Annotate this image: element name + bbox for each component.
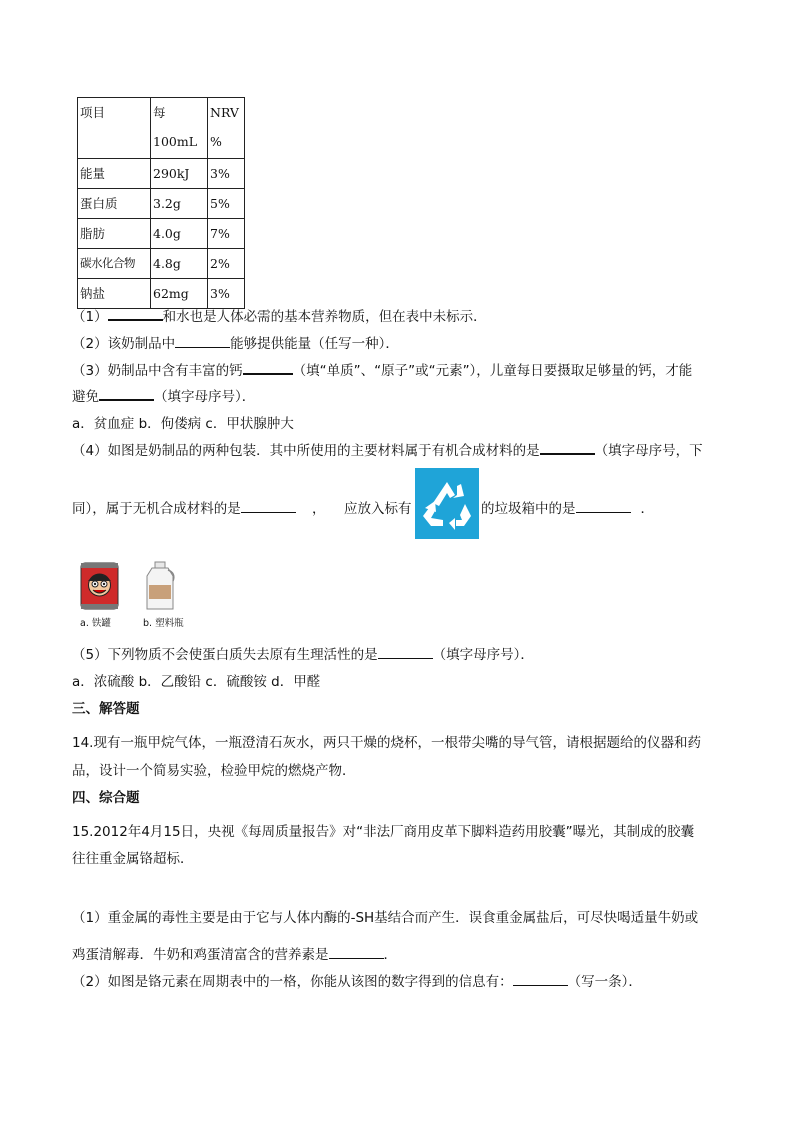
table-cell: 5%	[208, 189, 245, 219]
table-row	[78, 279, 245, 309]
table-cell: 钠盐	[78, 279, 151, 309]
table-row	[78, 219, 245, 249]
answer-blank[interactable]	[513, 971, 568, 986]
section-heading: 三、解答题	[72, 701, 140, 717]
question-15-part-2: （2）如图是铬元素在周期表中的一格，你能从该图的数字得到的信息有： （写一条）．	[72, 970, 642, 990]
table-cell: 4.0g	[151, 219, 208, 249]
question-15-line-2: 往往重金属铬超标．	[72, 851, 194, 867]
question-3-options: a．贫血症 b．佝偻病 c．甲状腺肿大	[72, 416, 294, 432]
question-1: （1） 和水也是人体必需的基本营养物质，但在表中未标示．	[72, 305, 487, 325]
table-header-cell: 每 100mL	[151, 98, 208, 159]
answer-blank[interactable]	[175, 333, 230, 348]
table-header-row	[78, 98, 245, 159]
table-cell: 62mg	[151, 279, 208, 309]
table-header-cell: 项目	[78, 98, 151, 159]
table-row	[78, 159, 245, 189]
table-cell: 脂肪	[78, 219, 151, 249]
question-4-line-2: 同），属于无机合成材料的是 ，	[72, 497, 326, 517]
table-cell: 7%	[208, 219, 245, 249]
table-row	[78, 249, 245, 279]
question-5: （5）下列物质不会使蛋白质失去原有生理活性的是 （填字母序号）．	[72, 643, 534, 663]
recycle-icon	[415, 468, 479, 539]
table-header-cell: NRV %	[208, 98, 245, 159]
answer-blank[interactable]	[329, 944, 384, 959]
question-5-options: a．浓硫酸 b．乙酸铅 c．硫酸铵 d．甲醛	[72, 674, 321, 690]
question-4-text: 应放入标有	[344, 501, 412, 517]
question-2: （2）该奶制品中 能够提供能量（任写一种）．	[72, 332, 399, 352]
iron-can-image	[77, 561, 122, 611]
answer-blank[interactable]	[241, 498, 296, 513]
answer-blank[interactable]	[378, 644, 433, 659]
question-4: （4）如图是奶制品的两种包装．其中所使用的主要材料属于有机合成材料的是 （填字母序号，下	[72, 439, 703, 459]
table-cell: 2%	[208, 249, 245, 279]
question-4-text-2: 的垃圾箱中的是 ．	[481, 497, 654, 517]
question-15: 15.2012年4月15日，央视《每周质量报告》对“非法厂商用皮革下脚料造药用胶囊”曝光，其制成的胶囊	[72, 824, 695, 840]
question-14: 14.现有一瓶甲烷气体，一瓶澄清石灰水，两只干燥的烧杯，一根带尖嘴的导气管，请根据题给的仪器和药	[72, 735, 701, 751]
table-cell: 290kJ	[151, 159, 208, 189]
table-cell: 3%	[208, 279, 245, 309]
table-cell: 3%	[208, 159, 245, 189]
plastic-bottle-image	[141, 561, 179, 611]
table-cell: 4.8g	[151, 249, 208, 279]
question-15-part-1: （1）重金属的毒性主要是由于它与人体内酶的-SH基结合而产生．误食重金属盐后，可尽快喝适量牛奶或	[72, 910, 699, 926]
image-caption-b: b. 塑料瓶	[143, 618, 184, 629]
table-row	[78, 189, 245, 219]
answer-blank[interactable]	[540, 439, 595, 455]
image-caption-a: a. 铁罐	[80, 618, 111, 629]
table-cell: 能量	[78, 159, 151, 189]
table-cell: 3.2g	[151, 189, 208, 219]
nutrition-table	[77, 97, 245, 309]
question-3: （3）奶制品中含有丰富的钙 （填“单质”、“原子”或“元素”），儿童每日要摄取足够量的钙，才能	[72, 359, 692, 379]
table-cell: 蛋白质	[78, 189, 151, 219]
table-cell: 碳水化合物	[78, 249, 151, 279]
question-14-line-2: 品，设计一个简易实验，检验甲烷的燃烧产物．	[72, 763, 356, 779]
question-3-line-2: 避免 （填字母序号）．	[72, 385, 255, 405]
section-heading: 四、综合题	[72, 790, 140, 806]
answer-blank[interactable]	[108, 305, 163, 321]
answer-blank[interactable]	[99, 385, 154, 401]
question-15-part-1-line-2: 鸡蛋清解毒．牛奶和鸡蛋清富含的营养素是 ．	[72, 943, 397, 963]
answer-blank[interactable]	[576, 498, 631, 513]
answer-blank[interactable]	[243, 359, 293, 375]
